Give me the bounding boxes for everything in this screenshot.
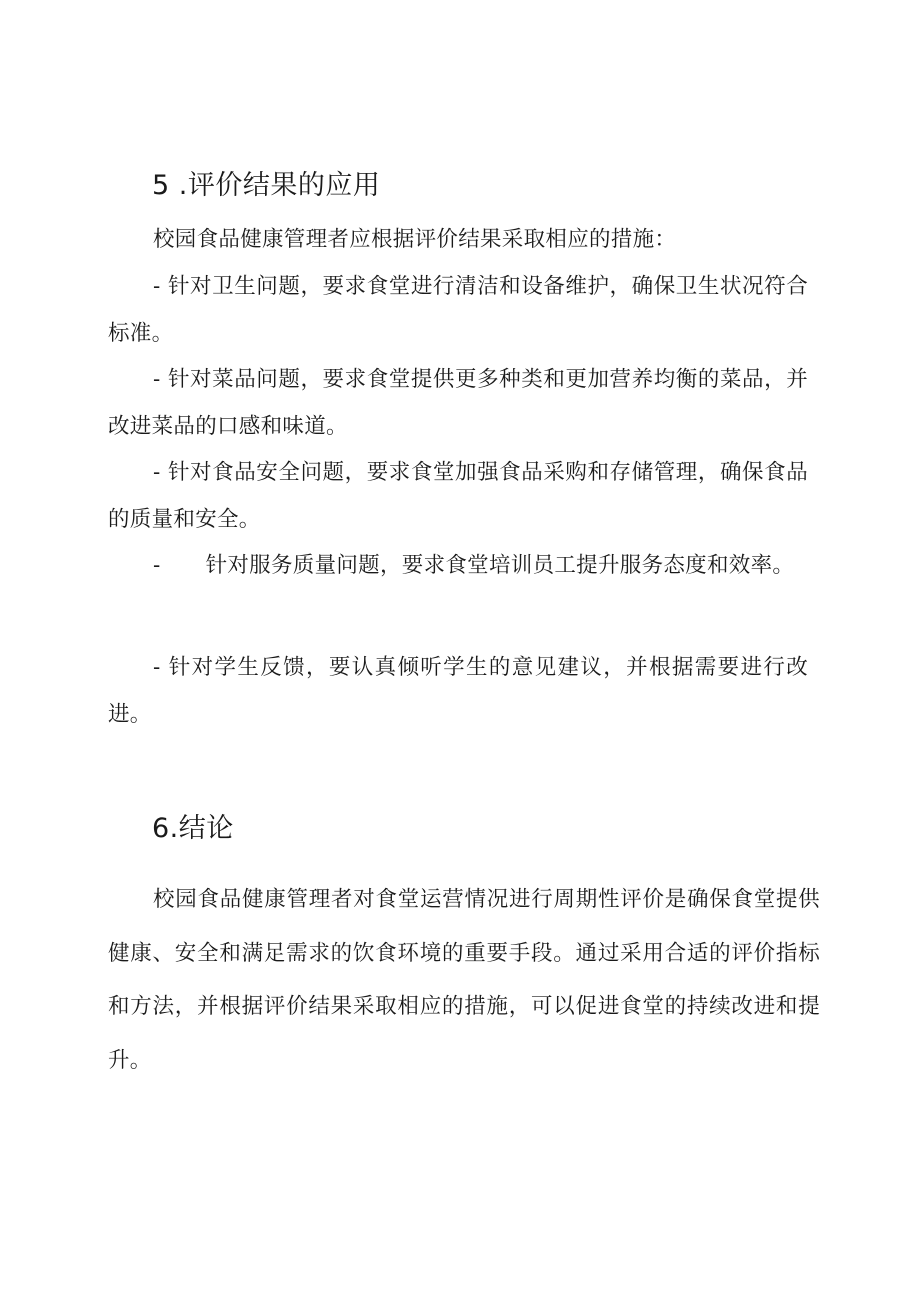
bullet-food-safety: - 针对食品安全问题，要求食堂加强食品采购和存储管理，确保食品的质量和安全。 [108,460,808,532]
bullet-hygiene: - 针对卫生问题，要求食堂进行清洁和设备维护，确保卫生状况符合标准。 [108,274,808,346]
bullet-service-quality-text: 针对服务质量问题，要求食堂培训员工提升服务态度和效率。 [205,553,795,578]
conclusion-paragraph: 校园食品健康管理者对食堂运营情况进行周期性评价是确保食堂提供健康、安全和满足需求的饮食环境的重要手段。通过采用合适的评价指标和方法，并根据评价结果采取相应的措施，可以促进食堂的持续改进和提升。 [108,887,820,1073]
section-5-intro: 校园食品健康管理者应根据评价结果采取相应的措施： [153,227,677,252]
bullet-service-quality [108,543,808,590]
section-6-heading: 6.结论 [152,813,234,844]
bullet-student-feedback: - 针对学生反馈，要认真倾听学生的意见建议，并根据需要进行改进。 [108,655,808,727]
bullet-dishes: - 针对菜品问题，要求食堂提供更多种类和更加营养均衡的菜品，并改进菜品的口感和味道。 [108,367,808,439]
section-5-heading: 5 .评价结果的应用 [152,170,381,201]
bullet-dash: - [153,553,161,578]
